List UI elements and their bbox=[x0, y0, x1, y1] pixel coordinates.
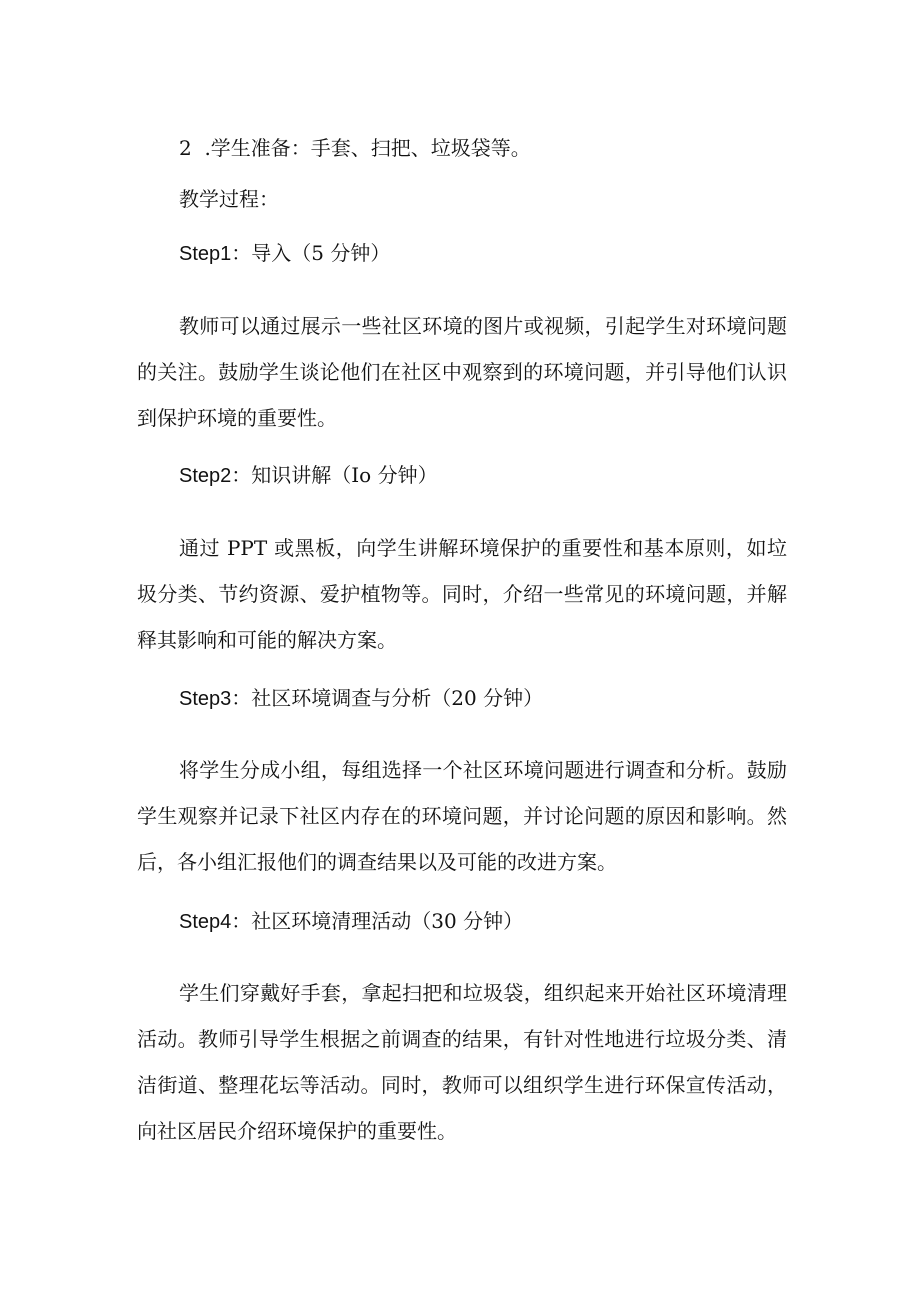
step4-heading bbox=[179, 909, 523, 934]
step2-code: Step2： bbox=[179, 465, 252, 487]
step2-body: 通过 PPT 或黑板，向学生讲解环境保护的重要性和基本原则，如垃圾分类、节约资源、爱护植物等。同时，介绍一些常见的环境问题，并解释其影响和可能的解决方案。 bbox=[137, 536, 787, 652]
step3-title: 社区环境调查与分析（20 分钟） bbox=[251, 686, 544, 710]
step3-body: 将学生分成小组，每组选择一个社区环境问题进行调查和分析。鼓励学生观察并记录下社区内存在的环境问题，并讨论问题的原因和影响。然后，各小组汇报他们的调查结果以及可能的改进方案。 bbox=[137, 758, 787, 874]
step4-code: Step4： bbox=[179, 911, 252, 933]
step1-title: 导入（5 分钟） bbox=[251, 241, 391, 265]
step1-body: 教师可以通过展示一些社区环境的图片或视频，引起学生对环境问题的关注。鼓励学生谈论他们在社区中观察到的环境问题，并引导他们认识到保护环境的重要性。 bbox=[137, 314, 787, 430]
step2-title: 知识讲解（Io 分钟） bbox=[251, 463, 438, 487]
step2-heading bbox=[179, 463, 438, 488]
process-heading: 教学过程： bbox=[179, 187, 279, 211]
step4-body: 学生们穿戴好手套，拿起扫把和垃圾袋，组织起来开始社区环境清理活动。教师引导学生根据之前调查的结果，有针对性地进行垃圾分类、清洁街道、整理花坛等活动。同时，教师可以组织学生进行环保宣传活动，向社区居民介绍环境保护的重要性。 bbox=[137, 981, 787, 1143]
prep-item: 2 .学生准备：手套、扫把、垃圾袋等。 bbox=[179, 136, 531, 160]
step1-heading bbox=[179, 241, 390, 266]
step1-code: Step1： bbox=[179, 243, 252, 265]
step3-heading bbox=[179, 686, 543, 711]
step3-code: Step3： bbox=[179, 688, 252, 710]
step4-title: 社区环境清理活动（30 分钟） bbox=[251, 909, 524, 933]
